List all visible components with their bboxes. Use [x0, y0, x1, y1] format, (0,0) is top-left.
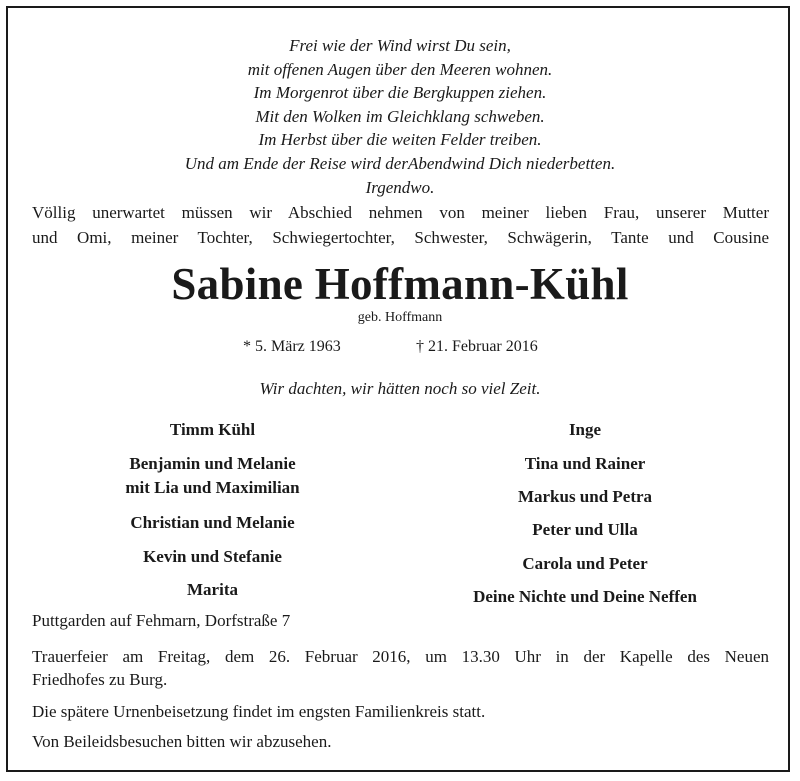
- death-date: † 21. Februar 2016: [416, 338, 538, 355]
- poem-line: Im Herbst über die weiten Felder treiben.: [258, 130, 542, 150]
- mourner-entry: Kevin und Stefanie: [143, 547, 282, 566]
- mourner-entry: Marita: [187, 580, 238, 599]
- funeral-line-1: Trauerfeier am Freitag, dem 26. Februar 2016, um 13.30 Uhr in der Kapelle des Neuen: [32, 647, 769, 666]
- poem-line: Frei wie der Wind wirst Du sein,: [289, 36, 511, 55]
- birth-name: geb. Hoffmann: [357, 310, 443, 325]
- funeral-line-2: Friedhofes zu Burg.: [32, 670, 168, 689]
- mourner-entry: Peter und Ulla: [532, 520, 638, 539]
- poem-line: Und am Ende der Reise wird derAbendwind Dich niederbetten.: [184, 153, 616, 173]
- deceased-name: Sabine Hoffmann-Kühl: [171, 259, 629, 309]
- mourner-entry: mit Lia und Maximilian: [125, 478, 300, 497]
- poem-line: Mit den Wolken im Gleichklang schweben.: [255, 106, 545, 126]
- mourner-entry: Benjamin und Melanie: [129, 454, 296, 473]
- address: Puttgarden auf Fehmarn, Dorfstraße 7: [32, 611, 291, 630]
- mourner-entry: Deine Nichte und Deine Neffen: [473, 587, 697, 606]
- birth-date: * 5. März 1963: [243, 338, 341, 355]
- mourner-entry: Inge: [568, 420, 602, 439]
- poem-line: mit offenen Augen über den Meeren wohnen.: [247, 59, 553, 79]
- poem-line: Irgendwo.: [365, 177, 435, 197]
- mourner-entry: Timm Kühl: [169, 420, 256, 439]
- poem-line: Im Morgenrot über die Bergkuppen ziehen.: [253, 83, 547, 103]
- mourner-entry: Tina und Rainer: [524, 454, 646, 473]
- mourner-entry: Carola und Peter: [522, 554, 648, 573]
- mourner-entry: Christian und Melanie: [130, 513, 295, 532]
- poem: [0, 34, 800, 199]
- motto: Wir dachten, wir hätten noch so viel Zeit.: [259, 379, 541, 398]
- condolence-note: Von Beileidsbesuchen bitten wir abzusehen.: [32, 732, 332, 751]
- announcement-line-2: und Omi, meiner Tochter, Schwiegertochter, Schwester, Schwägerin, Tante und Cousine: [32, 228, 769, 247]
- burial-note: Die spätere Urnenbeisetzung findet im engsten Familienkreis statt.: [32, 702, 486, 721]
- announcement-line-1: Völlig unerwartet müssen wir Abschied nehmen von meiner lieben Frau, unserer Mutter: [32, 203, 769, 222]
- mourner-entry: Markus und Petra: [517, 487, 653, 506]
